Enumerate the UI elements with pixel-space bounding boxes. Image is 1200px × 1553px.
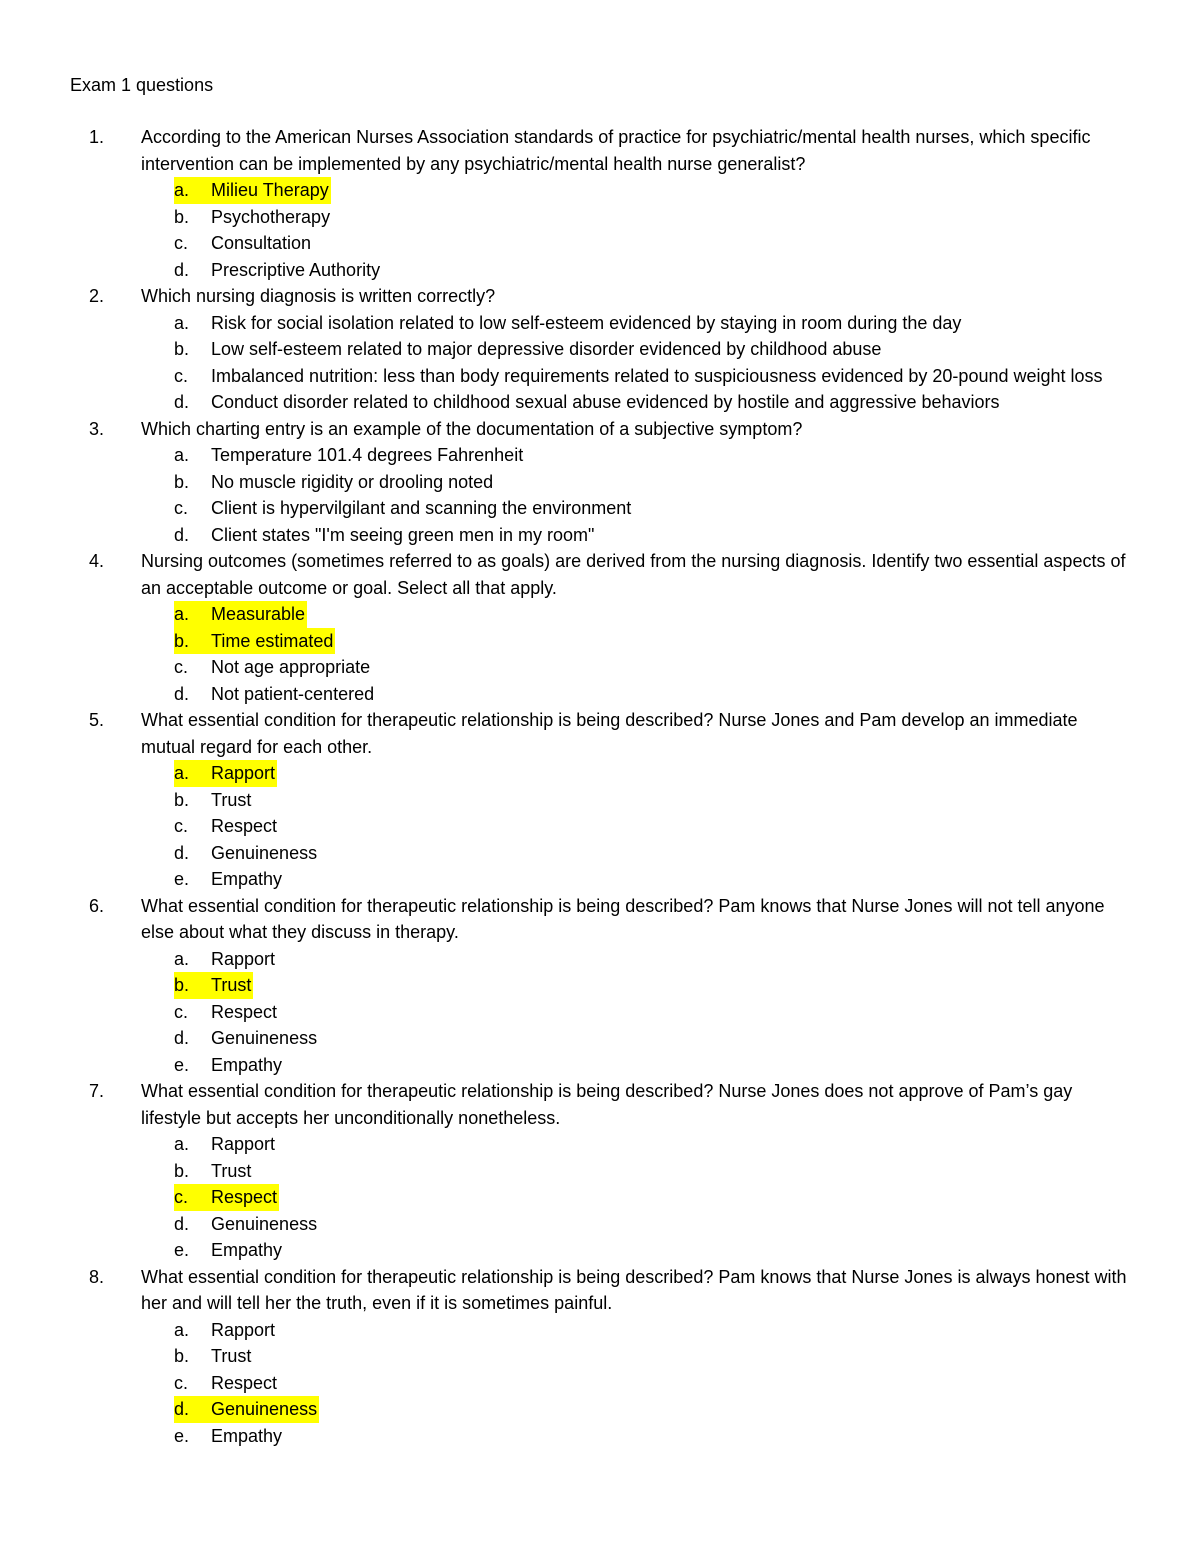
option-letter: c. (174, 1001, 189, 1022)
document-title: Exam 1 questions (70, 75, 214, 95)
answer-option (0, 310, 1200, 337)
option-letter: a. (174, 312, 190, 333)
answer-option (0, 1317, 1200, 1344)
answer-options (0, 177, 1200, 283)
answer-option (0, 230, 1200, 257)
highlight-mark (174, 628, 335, 655)
question-stem (0, 1078, 1200, 1131)
answer-option (0, 363, 1200, 390)
option-text: Psychotherapy (211, 206, 331, 227)
option-text: Empathy (211, 1240, 283, 1260)
option-letter: e. (174, 1425, 190, 1446)
question-text: Which charting entry is an example of the documentation of a subjective symptom? (141, 418, 803, 439)
option-letter: d. (174, 524, 190, 545)
option-text: Empathy (211, 1054, 283, 1075)
question-text: According to the American Nurses Association standards of practice for psychiatric/mental health nurses, which specific intervention can be implemented by any psychiatric/mental health nurse generalist? (141, 127, 1091, 174)
answer-options (0, 1131, 1200, 1264)
highlight-mark (174, 1184, 279, 1211)
option-text: Temperature 101.4 degrees Fahrenheit (211, 445, 524, 465)
answer-options (0, 310, 1200, 416)
question-item (0, 548, 1200, 707)
highlight-mark (174, 972, 253, 999)
option-letter: a. (174, 1319, 190, 1340)
answer-option (0, 1052, 1200, 1079)
option-text: Not age appropriate (211, 657, 371, 677)
option-letter: d. (174, 392, 190, 412)
answer-option (0, 522, 1200, 549)
answer-option (0, 336, 1200, 363)
option-text: Client is hypervilgilant and scanning the environment (211, 498, 632, 518)
option-text: No muscle rigidity or drooling noted (211, 471, 494, 492)
option-letter: d. (174, 259, 190, 280)
answer-option (0, 257, 1200, 284)
option-letter: b. (174, 339, 190, 359)
option-text: Rapport (211, 763, 276, 783)
option-text: Genuineness (211, 842, 318, 863)
option-letter: c. (174, 816, 189, 836)
question-item (0, 416, 1200, 549)
answer-option (0, 1370, 1200, 1397)
answer-options (0, 760, 1200, 893)
option-letter: b. (174, 630, 190, 651)
question-number: 5. (88, 710, 104, 730)
option-letter: c. (174, 498, 189, 518)
option-text: Risk for social isolation related to low self-esteem evidenced by staying in room during the day (211, 312, 962, 333)
question-item (0, 283, 1200, 416)
option-letter: d. (174, 842, 190, 863)
option-text: Not patient-centered (211, 683, 375, 704)
option-letter: b. (174, 1346, 190, 1366)
question-text: Nursing outcomes (sometimes referred to as goals) are derived from the nursing diagnosis. Identify two essential aspects of an acceptable outcome or goal. Select all that apply. (141, 551, 1126, 598)
answer-option (0, 1211, 1200, 1238)
option-text: Low self-esteem related to major depressive disorder evidenced by childhood abuse (211, 339, 882, 359)
answer-option (0, 999, 1200, 1026)
answer-option-highlighted (0, 177, 1200, 204)
option-letter: b. (174, 1160, 190, 1181)
question-number: 1. (88, 127, 104, 147)
answer-option (0, 813, 1200, 840)
question-number: 6. (88, 895, 104, 916)
highlight-mark (174, 1396, 319, 1423)
answer-option-highlighted (0, 1184, 1200, 1211)
answer-option (0, 389, 1200, 416)
question-text: What essential condition for therapeutic relationship is being described? Nurse Jones does not approve of Pam’s gay lifestyle but accepts her unconditionally nonetheless. (141, 1081, 1073, 1128)
question-stem (0, 283, 1200, 310)
answer-option-highlighted (0, 760, 1200, 787)
option-letter: a. (174, 445, 190, 465)
option-text: Trust (211, 789, 252, 810)
option-letter: e. (174, 1054, 190, 1075)
question-number: 2. (88, 286, 104, 306)
question-number: 7. (88, 1081, 104, 1101)
option-text: Trust (211, 1346, 252, 1366)
option-text: Genuineness (211, 1399, 318, 1419)
option-letter: b. (174, 471, 190, 492)
option-text: Conduct disorder related to childhood sexual abuse evidenced by hostile and aggressive behaviors (211, 392, 1000, 412)
answer-option (0, 946, 1200, 973)
answer-option-highlighted (0, 628, 1200, 655)
answer-option (0, 442, 1200, 469)
answer-option (0, 1158, 1200, 1185)
question-stem (0, 707, 1200, 760)
answer-option (0, 1237, 1200, 1264)
option-letter: c. (174, 1372, 189, 1393)
question-list (0, 124, 1200, 1449)
answer-option (0, 1025, 1200, 1052)
option-letter: c. (174, 365, 189, 386)
option-letter: d. (174, 1213, 190, 1234)
answer-option (0, 1423, 1200, 1450)
option-text: Respect (211, 1001, 278, 1022)
answer-option (0, 1131, 1200, 1158)
highlight-mark (174, 177, 331, 204)
option-letter: c. (174, 657, 189, 677)
answer-options (0, 946, 1200, 1079)
question-text: What essential condition for therapeutic relationship is being described? Nurse Jones and Pam develop an immediate mutual regard for each other. (141, 710, 1078, 757)
option-text: Imbalanced nutrition: less than body requirements related to suspiciousness evidenced by 20-pound weight loss (211, 365, 1103, 386)
option-text: Respect (211, 1372, 278, 1393)
option-text: Rapport (211, 1134, 276, 1154)
answer-option (0, 1343, 1200, 1370)
option-letter: b. (174, 206, 190, 227)
option-letter: d. (174, 1028, 190, 1048)
answer-option (0, 495, 1200, 522)
answer-option-highlighted (0, 972, 1200, 999)
option-text: Client states "I'm seeing green men in my room" (211, 524, 595, 545)
option-text: Time estimated (211, 630, 334, 651)
question-stem (0, 548, 1200, 601)
question-text: What essential condition for therapeutic relationship is being described? Pam knows that Nurse Jones is always honest with her and will tell her the truth, even if it is sometimes painful. (141, 1266, 1127, 1313)
option-text: Rapport (211, 948, 276, 969)
option-text: Respect (211, 1187, 278, 1207)
answer-options (0, 601, 1200, 707)
option-letter: d. (174, 1399, 190, 1419)
option-letter: a. (174, 763, 190, 783)
question-text: Which nursing diagnosis is written correctly? (141, 286, 496, 306)
question-item (0, 1264, 1200, 1450)
question-number: 3. (88, 418, 104, 439)
option-text: Measurable (211, 604, 306, 624)
answer-option (0, 654, 1200, 681)
question-text: What essential condition for therapeutic relationship is being described? Pam knows that Nurse Jones will not tell anyone else about what they discuss in therapy. (141, 895, 1105, 942)
option-text: Milieu Therapy (211, 180, 329, 200)
answer-options (0, 442, 1200, 548)
option-text: Rapport (211, 1319, 276, 1340)
option-text: Genuineness (211, 1213, 318, 1234)
option-text: Empathy (211, 1425, 283, 1446)
option-text: Trust (211, 975, 252, 995)
option-text: Prescriptive Authority (211, 259, 381, 280)
answer-option (0, 681, 1200, 708)
option-letter: a. (174, 180, 190, 200)
option-text: Genuineness (211, 1028, 318, 1048)
option-text: Respect (211, 816, 278, 836)
option-letter: b. (174, 789, 190, 810)
question-item (0, 124, 1200, 283)
option-letter: a. (174, 604, 190, 624)
question-stem (0, 124, 1200, 177)
question-stem (0, 1264, 1200, 1317)
option-text: Empathy (211, 869, 283, 889)
question-number: 8. (88, 1266, 104, 1287)
option-letter: c. (174, 233, 189, 253)
option-letter: d. (174, 683, 190, 704)
question-stem (0, 893, 1200, 946)
highlight-mark (174, 601, 307, 628)
option-letter: e. (174, 869, 190, 889)
answer-option (0, 840, 1200, 867)
question-item (0, 1078, 1200, 1264)
answer-option (0, 469, 1200, 496)
question-item (0, 707, 1200, 893)
question-stem (0, 416, 1200, 443)
question-number: 4. (88, 551, 104, 571)
highlight-mark (174, 760, 277, 787)
option-text: Trust (211, 1160, 252, 1181)
answer-option-highlighted (0, 601, 1200, 628)
option-letter: a. (174, 948, 190, 969)
answer-option-highlighted (0, 1396, 1200, 1423)
question-item (0, 893, 1200, 1079)
option-letter: a. (174, 1134, 190, 1154)
answer-option (0, 787, 1200, 814)
answer-option (0, 204, 1200, 231)
answer-options (0, 1317, 1200, 1450)
option-letter: b. (174, 975, 190, 995)
answer-option (0, 866, 1200, 893)
option-letter: c. (174, 1187, 189, 1207)
option-letter: e. (174, 1240, 190, 1260)
option-text: Consultation (211, 233, 312, 253)
